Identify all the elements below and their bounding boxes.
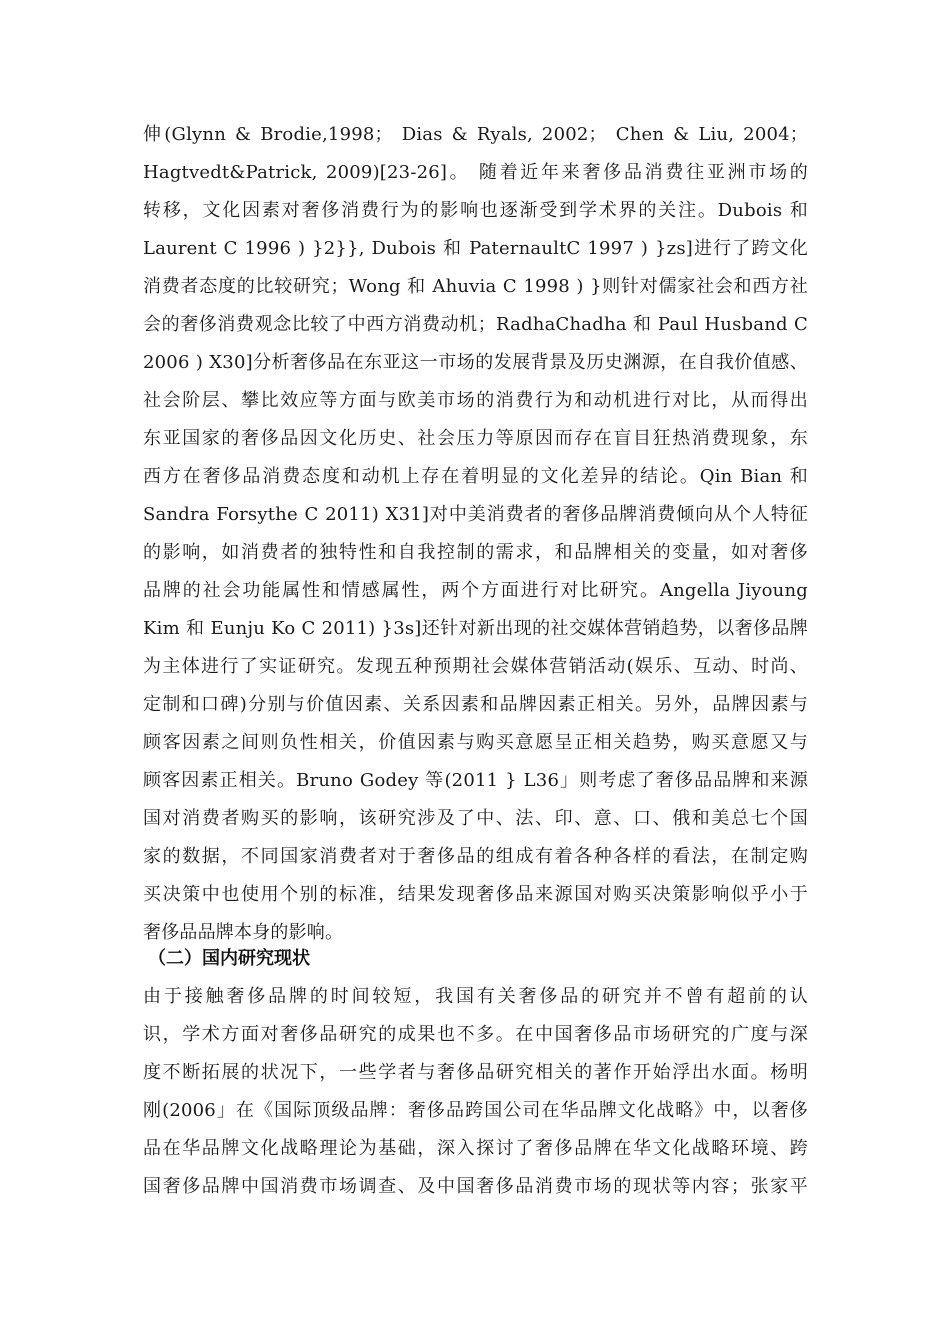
text-line: 由于接触奢侈品牌的时间较短，我国有关奢侈品的研究并不曾有超前的认 [143,986,808,1007]
text-line: 为主体进行了实证研究。发现五种预期社会媒体营销活动(娱乐、互动、时尚、 [143,656,808,677]
text-line: 家的数据，不同国家消费者对于奢侈品的组成有着各种各样的看法，在制定购 [143,846,808,867]
text-line: 东亚国家的奢侈品因文化历史、社会压力等原因而存在盲目狂热消费现象，东 [143,428,808,449]
text-line: 刚(2006」在《国际顶级品牌：奢侈品跨国公司在华品牌文化战略》中，以奢侈 [143,1100,808,1121]
text-line: 2006 ) X30]分析奢侈品在东亚这一市场的发展背景及历史渊源，在自我价值感、 [143,352,808,373]
text-line: 转移，文化因素对奢侈消费行为的影响也逐渐受到学术界的关注。Dubois 和 [143,200,808,221]
text-line: 国奢侈品牌中国消费市场调查、及中国奢侈品消费市场的现状等内容；张家平 [143,1176,808,1197]
text-line: 顾客因素之间则负性相关，价值因素与购买意愿呈正相关趋势，购买意愿又与 [143,732,808,753]
text-line: Sandra Forsythe C 2011) X31]对中美消费者的奢侈品牌消费倾向从个人特征 [143,504,808,525]
text-line: Hagtvedt&Patrick, 2009)[23-26]。 随着近年来奢侈品消费往亚洲市场的 [143,162,808,183]
text-line: 的影响，如消费者的独特性和自我控制的需求，和品牌相关的变量，如对奢侈 [143,542,808,563]
text-line: 奢侈品品牌本身的影响。 [143,922,344,943]
text-line: 品牌的社会功能属性和情感属性，两个方面进行对比研究。Angella Jiyoung [143,580,808,601]
text-line: 会的奢侈消费观念比较了中西方消费动机；RadhaChadha 和 Paul Husband C [143,314,808,335]
text-line: 消费者态度的比较研究；Wong 和 Ahuvia C 1998 ) }则针对儒家社会和西方社 [143,276,808,297]
text-line: 国对消费者购买的影响，该研究涉及了中、法、印、意、口、俄和美总七个国 [143,808,808,829]
text-line: 社会阶层、攀比效应等方面与欧美市场的消费行为和动机进行对比，从而得出 [143,390,808,411]
text-line: 买决策中也使用个别的标准，结果发现奢侈品来源国对购买决策影响似乎小于 [143,884,808,905]
text-line: 度不断拓展的状况下，一些学者与奢侈品研究相关的著作开始浮出水面。杨明 [143,1062,808,1083]
text-line: 识，学术方面对奢侈品研究的成果也不多。在中国奢侈品市场研究的广度与深 [143,1024,808,1045]
text-line: Kim 和 Eunju Ko C 2011) }3s]还针对新出现的社交媒体营销趋势，以奢侈品牌 [143,618,808,639]
section-heading: （二）国内研究现状 [148,948,310,969]
text-line: 西方在奢侈品消费态度和动机上存在着明显的文化差异的结论。Qin Bian 和 [143,466,808,487]
text-line: 顾客因素正相关。Bruno Godey 等(2011 } L36」则考虑了奢侈品品牌和来源 [143,770,808,791]
text-line: 品在华品牌文化战略理论为基础，深入探讨了奢侈品牌在华文化战略环境、跨 [143,1138,808,1159]
text-line: 伸(Glynn & Brodie,1998； Dias & Ryals, 2002； Chen & Liu, 2004； [143,124,808,145]
text-line: 定制和口碑)分别与价值因素、关系因素和品牌因素正相关。另外，品牌因素与 [143,694,808,715]
text-line: Laurent C 1996 ) }2}}, Dubois 和 PaternaultC 1997 ) }zs]进行了跨文化 [143,238,808,259]
